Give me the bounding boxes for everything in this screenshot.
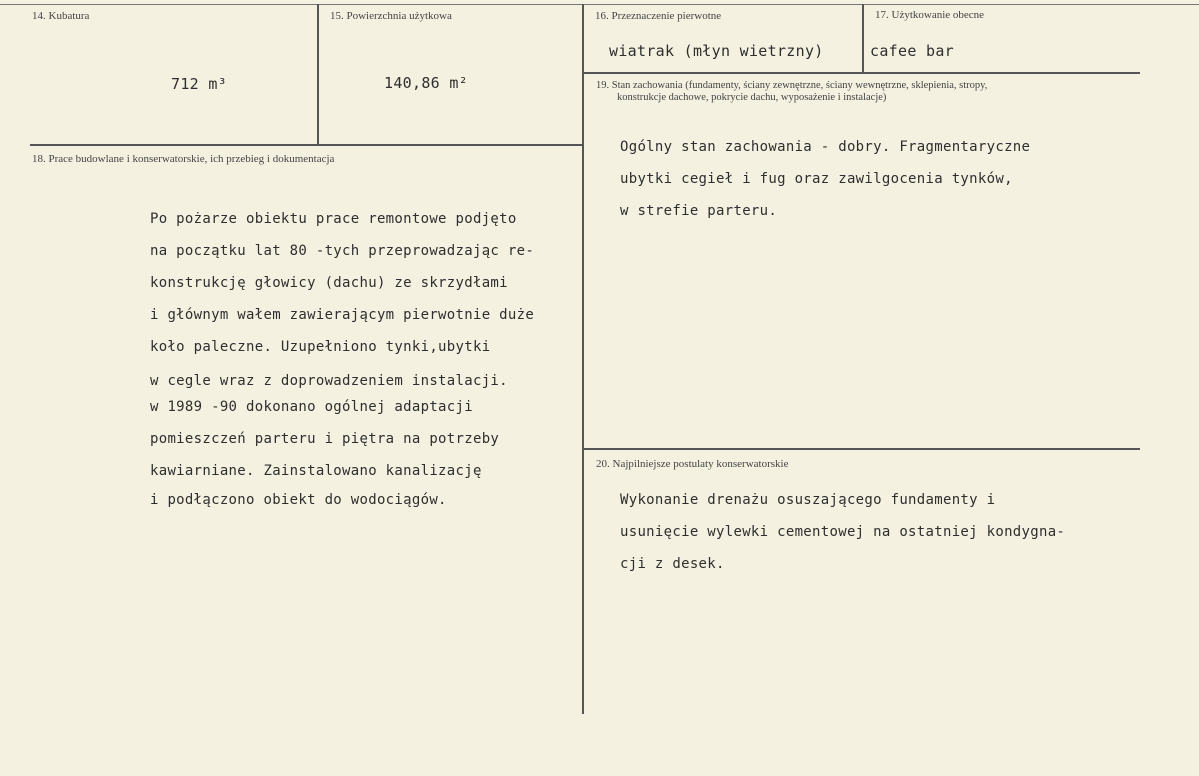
field-19-label-cont: konstrukcje dachowe, pokrycie dachu, wyposażenie i instalacje) xyxy=(617,92,887,103)
rule-above-18 xyxy=(30,144,582,146)
field-19-line: w strefie parteru. xyxy=(620,203,778,219)
field-18-line: i podłączono obiekt do wodociągów. xyxy=(150,492,447,508)
field-17-value: cafee bar xyxy=(870,42,954,60)
field-16-label: 16. Przeznaczenie pierwotne xyxy=(595,10,722,22)
field-19-line: ubytki cegieł i fug oraz zawilgocenia tynków, xyxy=(620,171,1013,187)
field-18-line: w 1989 -90 dokonano ogólnej adaptacji xyxy=(150,399,473,415)
field-18-line: Po pożarze obiektu prace remontowe podjęto xyxy=(150,211,517,227)
field-14-value: 712 m³ xyxy=(171,75,227,93)
field-14-label: 14. Kubatura xyxy=(32,10,90,22)
top-border xyxy=(0,4,1199,5)
field-16-value: wiatrak (młyn wietrzny) xyxy=(609,42,824,60)
field-18-line: konstrukcję głowicy (dachu) ze skrzydłami xyxy=(150,275,508,291)
field-18-label: 18. Prace budowlane i konserwatorskie, ich przebieg i dokumentacja xyxy=(32,153,335,165)
field-18-line: koło paleczne. Uzupełniono tynki,ubytki xyxy=(150,339,491,355)
field-19-label: 19. Stan zachowania (fundamenty, ściany zewnętrzne, ściany wewnętrzne, sklepienia, stropy, xyxy=(596,80,988,91)
divider-main xyxy=(582,4,584,714)
rule-above-20 xyxy=(583,448,1140,450)
divider-14-15 xyxy=(317,4,319,144)
divider-16-17 xyxy=(862,4,864,72)
field-20-line: usunięcie wylewki cementowej na ostatniej kondygna- xyxy=(620,524,1066,540)
field-18-line: w cegle wraz z doprowadzeniem instalacji. xyxy=(150,373,508,389)
field-18-line: na początku lat 80 -tych przeprowadzając re- xyxy=(150,243,535,259)
rule-under-16-17 xyxy=(583,72,1140,74)
field-20-label: 20. Najpilniejsze postulaty konserwatorskie xyxy=(596,458,789,470)
field-18-line: i głównym wałem zawierającym pierwotnie duże xyxy=(150,307,535,323)
field-18-line: pomieszczeń parteru i piętra na potrzeby xyxy=(150,431,500,447)
field-20-line: Wykonanie drenażu osuszającego fundamenty i xyxy=(620,492,996,508)
field-19-line: Ogólny stan zachowania - dobry. Fragmentaryczne xyxy=(620,139,1031,155)
field-15-label: 15. Powierzchnia użytkowa xyxy=(330,10,452,22)
field-20-line: cji z desek. xyxy=(620,556,725,572)
field-15-value: 140,86 m² xyxy=(384,74,468,92)
field-18-line: kawiarniane. Zainstalowano kanalizację xyxy=(150,463,482,479)
field-17-label: 17. Użytkowanie obecne xyxy=(875,9,985,21)
